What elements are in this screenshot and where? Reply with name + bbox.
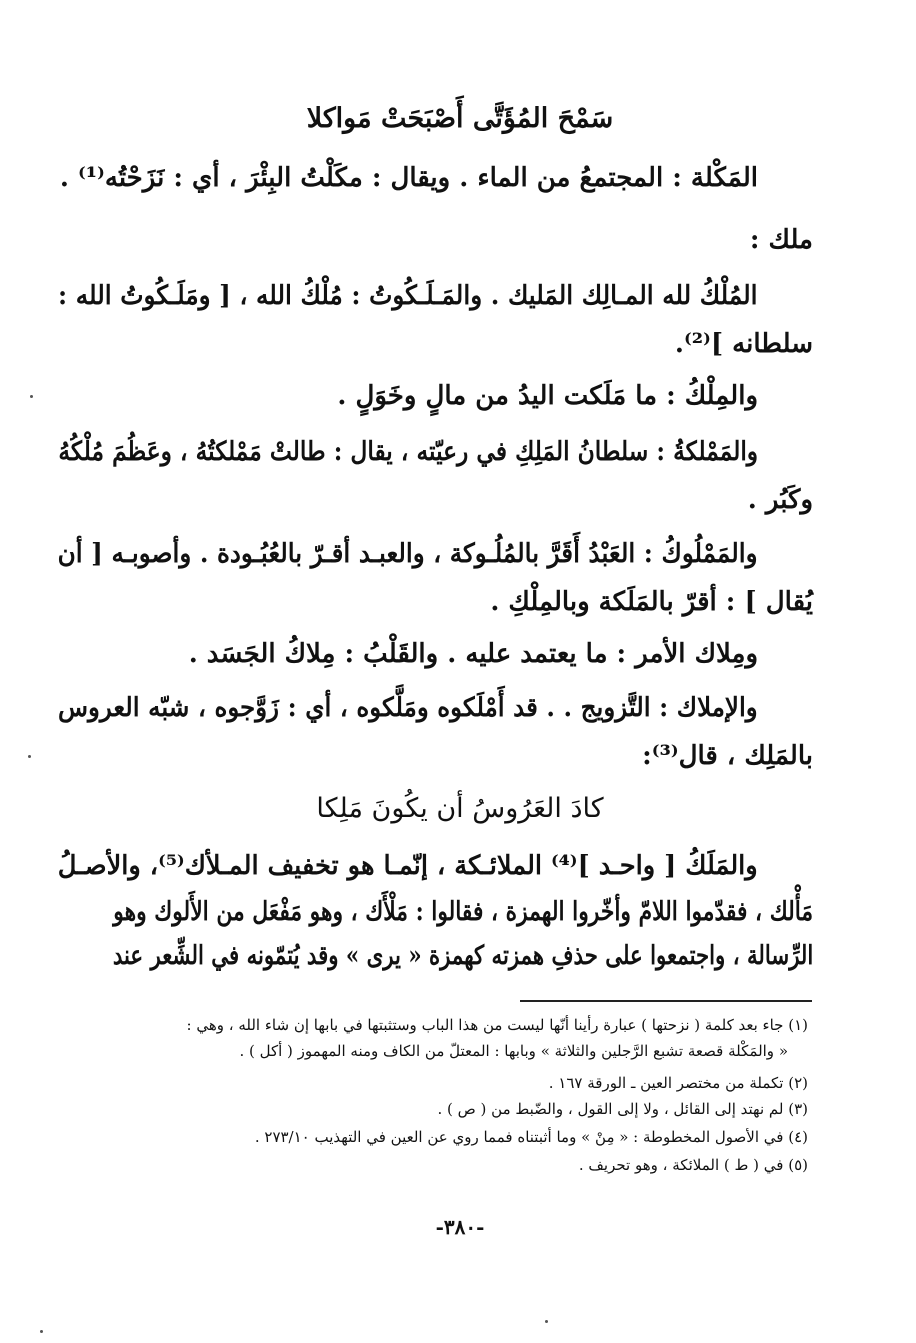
text-line-1: المَكْلة : المجتمعُ من الماء . ويقال : مكَلْتُ البِئْرَ ، أي : نَزَحْتُه⁽¹⁾ . (59, 163, 758, 193)
scan-speck (28, 755, 31, 758)
text-line-5: والمِلْكُ : ما مَلَكت اليدُ من مالٍ وخَوَلٍ . (337, 381, 758, 411)
entry-heading-malak: ملك : (749, 225, 813, 255)
text-line-3: المُلْكُ لله المـالِك المَليك . والمَـلَـكُوتُ : مُلْكُ الله ، [ ومَلَـكُوتُ الله : (58, 281, 758, 311)
footnote-4: (٤) في الأصول المخطوطة : « مِنْ » وما أثبتناه فمما روي عن العين في التهذيب ٢٧٣/١٠ . (254, 1128, 808, 1146)
text-line-4: سلطانه ]⁽²⁾. (674, 329, 813, 359)
text-line-10: ومِلاك الأمر : ما يعتمد عليه . والقَلْبُ : مِلاكُ الجَسَد . (188, 639, 758, 669)
text-line-6: والمَمْلكةُ : سلطانُ المَلِكِ في رعيّته ، يقال : طالتْ مَمْلكتُهُ ، وعَظُمَ مُلْكُهُ (58, 437, 758, 467)
footnote-separator (520, 1000, 812, 1002)
text-line-7: وكَبُر . (747, 485, 813, 515)
text-line-8: والمَمْلُوكُ : العَبْدُ أَقَرَّ بالمُلُـوكة ، والعبـد أقـرّ بالعُبُـودة . وأصوبـه [ أن (58, 539, 758, 569)
footnote-2: (٢) تكملة من مختصر العين ـ الورقة ١٦٧ . (548, 1074, 808, 1092)
text-line-14: مَأْلك ، فقدّموا اللامّ وأخّروا الهمزة ، فقالوا : مَلْأَك ، وهو مَفْعَل من الأَلوك وهو (113, 897, 813, 927)
text-line-15: الرِّسالة ، واجتمعوا على حذفِ همزته كهمزة « يرى » وقد يُتمّونه في الشِّعر عند (112, 941, 813, 971)
footnote-1: (١) جاء بعد كلمة ( نزحتها ) عبارة رأينا أنّها ليست من هذا الباب وستثبتها في بابها إن شاء الله ، وهي : (186, 1016, 808, 1034)
scan-speck (545, 1320, 548, 1323)
footnote-1-cont: « والمَكْلة قصعة تشبع الرَّجلين والثلاثة » وبابها : المعتلّ من الكاف ومنه المهموز ( أكل ) . (239, 1042, 788, 1060)
text-line-9: يُقال ] : أقرّ بالمَلَكة وبالمِلْكِ . (490, 587, 813, 617)
text-line-11: والإملاك : التَّزويج . . قد أَمْلَكوه ومَلَّكوه ، أي : زَوَّجوه ، شبّه العروس (58, 693, 758, 723)
text-line-13: والمَلَكُ [ واحـد ]⁽⁴⁾ الملائـكة ، إنّمـا هو تخفيف المـلأك⁽⁵⁾، والأصـلُ (58, 851, 758, 881)
footnote-5: (٥) في ( ط ) الملائكة ، وهو تحريف . (578, 1156, 808, 1174)
verse-line-mid: كادَ العَرُوسُ أن يكُونَ مَلِكا (316, 793, 604, 824)
text-line-12: بالمَلِك ، قال⁽³⁾: (642, 741, 813, 771)
footnote-3: (٣) لم نهتد إلى القائل ، ولا إلى القول ، والضّبط من ( ص ) . (437, 1100, 808, 1118)
scan-speck (40, 1330, 43, 1333)
verse-line-top: سَمْحَ المُؤَتَّى أَصْبَحَتْ مَواكلا (306, 103, 614, 134)
page-number: -٣٨٠- (435, 1215, 485, 1239)
scan-speck (30, 395, 33, 398)
